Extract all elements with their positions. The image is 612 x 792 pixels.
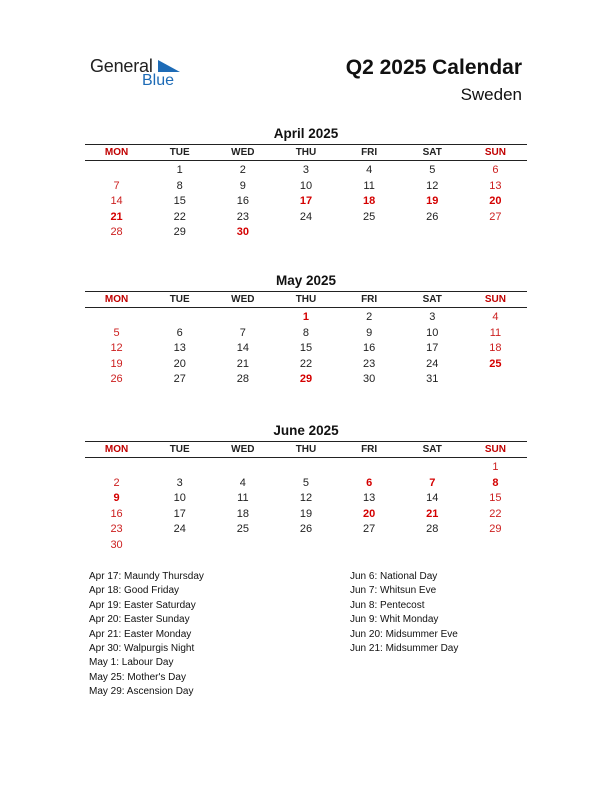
week-row xyxy=(85,476,527,492)
weekday-label: THU xyxy=(295,294,317,305)
day-cell: 31 xyxy=(426,373,439,386)
weekday-label: MON xyxy=(104,444,129,455)
weekday-label: SAT xyxy=(422,444,442,455)
week-rows xyxy=(85,460,527,554)
day-cell: 28 xyxy=(426,523,439,536)
empty-day-cell xyxy=(148,310,211,326)
holiday-list-right xyxy=(350,570,458,656)
week-row xyxy=(85,163,527,179)
day-cell: 7 xyxy=(113,179,120,192)
day-cell: 11 xyxy=(489,326,502,339)
day-cell: 3 xyxy=(176,476,183,489)
holiday-item: Apr 21: Easter Monday xyxy=(89,628,192,640)
weekday-label: WED xyxy=(231,444,255,455)
weekday-label: WED xyxy=(231,147,255,158)
day-cell: 10 xyxy=(173,492,186,505)
empty-day-cell xyxy=(85,310,148,326)
day-cell: 21 xyxy=(426,507,439,520)
day-cell: 2 xyxy=(239,164,246,176)
month-may xyxy=(85,272,527,388)
day-cell: 12 xyxy=(299,492,313,505)
day-cell: 18 xyxy=(363,195,376,208)
empty-day-cell xyxy=(274,538,337,554)
month-title: May 2025 xyxy=(275,273,337,288)
country-name: Sweden xyxy=(460,85,522,104)
week-row xyxy=(85,341,527,357)
day-cell: 20 xyxy=(173,357,186,370)
day-cell: 19 xyxy=(299,507,313,520)
page-title: Q2 2025 Calendar xyxy=(345,56,522,79)
day-cell: 6 xyxy=(366,476,373,489)
day-cell: 25 xyxy=(363,210,376,223)
day-cell: 5 xyxy=(429,164,436,176)
holiday-list-left xyxy=(89,570,204,700)
day-cell: 1 xyxy=(176,164,183,176)
day-cell: 17 xyxy=(299,195,313,208)
holiday-item: Apr 17: Maundy Thursday xyxy=(89,571,204,582)
empty-day-cell xyxy=(338,225,401,241)
holiday-item: Jun 8: Pentecost xyxy=(350,599,425,611)
week-row xyxy=(85,507,527,523)
day-cell: 6 xyxy=(492,164,499,176)
day-cell: 20 xyxy=(489,195,502,208)
weekday-label: TUE xyxy=(169,294,190,305)
month-april xyxy=(85,125,527,241)
week-row xyxy=(85,522,527,538)
holiday-item: Jun 20: Midsummer Eve xyxy=(350,628,458,640)
day-cell: 23 xyxy=(110,523,123,536)
day-cell: 10 xyxy=(426,326,439,339)
day-cell: 25 xyxy=(489,357,502,370)
day-cell: 27 xyxy=(173,373,186,386)
day-cell: 6 xyxy=(176,326,183,339)
day-cell: 9 xyxy=(366,326,373,339)
day-cell: 15 xyxy=(173,195,186,208)
day-cell: 13 xyxy=(173,342,186,355)
weekday-label: SAT xyxy=(422,294,442,305)
day-cell: 13 xyxy=(363,492,376,505)
day-cell: 16 xyxy=(363,342,376,355)
weekday-label: SUN xyxy=(484,294,506,305)
holiday-item: Apr 30: Walpurgis Night xyxy=(89,643,195,655)
week-row xyxy=(85,194,527,210)
day-cell: 15 xyxy=(299,342,313,355)
day-cell: 8 xyxy=(176,179,183,192)
day-cell: 22 xyxy=(173,210,186,223)
empty-day-cell xyxy=(274,460,337,476)
weekday-label: FRI xyxy=(361,444,378,455)
logo-flag-icon xyxy=(156,60,180,72)
day-cell: 7 xyxy=(429,476,436,489)
empty-day-cell xyxy=(85,163,148,179)
holiday-item: Jun 9: Whit Monday xyxy=(350,614,439,626)
day-cell: 30 xyxy=(236,226,249,239)
day-cell: 18 xyxy=(489,342,502,355)
week-row xyxy=(85,179,527,195)
week-row xyxy=(85,326,527,342)
holiday-item: Apr 18: Good Friday xyxy=(89,585,180,597)
day-cell: 5 xyxy=(302,476,310,489)
weekday-label: MON xyxy=(104,147,129,158)
day-cell: 27 xyxy=(489,210,502,223)
day-cell: 2 xyxy=(366,311,373,323)
day-cell: 4 xyxy=(492,311,499,323)
day-cell: 25 xyxy=(236,523,249,536)
day-cell: 19 xyxy=(110,357,123,370)
holiday-item: Jun 6: National Day xyxy=(350,571,438,582)
empty-day-cell xyxy=(401,538,464,554)
day-cell: 5 xyxy=(113,326,120,339)
empty-day-cell xyxy=(211,310,274,326)
day-cell: 15 xyxy=(489,492,502,505)
day-cell: 24 xyxy=(299,210,313,223)
weekday-label: THU xyxy=(295,444,317,455)
day-cell: 26 xyxy=(426,210,439,223)
holiday-item: Jun 21: Midsummer Day xyxy=(350,643,459,655)
empty-day-cell xyxy=(464,372,527,388)
day-cell: 26 xyxy=(299,523,313,536)
day-cell: 22 xyxy=(489,507,502,520)
day-cell: 17 xyxy=(173,507,186,520)
day-cell: 24 xyxy=(426,357,439,370)
weekday-header xyxy=(85,441,527,458)
weekday-header xyxy=(85,291,527,308)
month-june xyxy=(85,422,527,554)
empty-day-cell xyxy=(148,460,211,476)
weekday-label: FRI xyxy=(361,294,378,305)
holiday-item: May 25: Mother's Day xyxy=(89,671,186,683)
day-cell: 30 xyxy=(110,538,123,551)
logo-word-blue: Blue xyxy=(142,72,175,89)
holiday-item: Jun 7: Whitsun Eve xyxy=(350,585,437,597)
day-cell: 18 xyxy=(236,507,249,520)
day-cell: 3 xyxy=(429,311,436,323)
week-row xyxy=(85,210,527,226)
empty-day-cell xyxy=(211,460,274,476)
day-cell: 12 xyxy=(110,342,123,355)
empty-day-cell xyxy=(464,538,527,554)
week-rows xyxy=(85,163,527,241)
day-cell: 21 xyxy=(236,357,249,370)
day-cell: 19 xyxy=(426,195,439,208)
weekday-label: SAT xyxy=(422,147,442,158)
empty-day-cell xyxy=(464,225,527,241)
day-cell: 29 xyxy=(489,523,502,536)
empty-day-cell xyxy=(338,538,401,554)
empty-day-cell xyxy=(211,538,274,554)
day-cell: 28 xyxy=(236,373,249,386)
weekday-label: TUE xyxy=(169,147,190,158)
day-cell: 11 xyxy=(237,492,249,505)
day-cell: 16 xyxy=(236,195,249,208)
day-cell: 8 xyxy=(492,476,499,489)
holiday-item: Apr 20: Easter Sunday xyxy=(89,614,190,626)
day-cell: 9 xyxy=(113,492,120,505)
weekday-label: WED xyxy=(231,294,255,305)
day-cell: 12 xyxy=(426,179,439,192)
weekday-label: TUE xyxy=(169,444,190,455)
day-cell: 10 xyxy=(299,179,313,192)
empty-day-cell xyxy=(274,225,337,241)
weekday-label: FRI xyxy=(361,147,378,158)
holiday-item: May 1: Labour Day xyxy=(89,657,174,669)
day-cell: 24 xyxy=(173,523,186,536)
day-cell: 23 xyxy=(236,210,249,223)
day-cell: 21 xyxy=(110,210,123,223)
weekday-label: MON xyxy=(104,294,129,305)
empty-day-cell xyxy=(148,538,211,554)
empty-day-cell xyxy=(401,460,464,476)
day-cell: 16 xyxy=(110,507,123,520)
week-row xyxy=(85,460,527,476)
week-row xyxy=(85,310,527,326)
day-cell: 8 xyxy=(302,326,310,339)
weekday-label: THU xyxy=(295,147,317,158)
day-cell: 29 xyxy=(299,373,313,386)
month-title: June 2025 xyxy=(273,423,339,438)
day-cell: 9 xyxy=(239,179,246,192)
empty-day-cell xyxy=(85,460,148,476)
day-cell: 11 xyxy=(363,179,375,192)
week-row xyxy=(85,357,527,373)
day-cell: 4 xyxy=(239,476,246,489)
empty-day-cell xyxy=(401,225,464,241)
week-rows xyxy=(85,310,527,388)
day-cell: 28 xyxy=(110,226,123,239)
weekday-label: SUN xyxy=(484,444,506,455)
week-row xyxy=(85,372,527,388)
week-row xyxy=(85,538,527,554)
holiday-item: Apr 19: Easter Saturday xyxy=(89,599,196,611)
day-cell: 29 xyxy=(173,226,186,239)
day-cell: 1 xyxy=(492,461,499,473)
day-cell: 14 xyxy=(110,195,123,208)
day-cell: 2 xyxy=(113,476,120,489)
day-cell: 14 xyxy=(236,342,249,355)
day-cell: 4 xyxy=(366,164,373,176)
day-cell: 22 xyxy=(299,357,313,370)
day-cell: 17 xyxy=(426,342,439,355)
weekday-header xyxy=(85,144,527,161)
day-cell: 26 xyxy=(110,373,123,386)
day-cell: 13 xyxy=(489,179,502,192)
weekday-label: SUN xyxy=(484,147,506,158)
day-cell: 7 xyxy=(239,326,246,339)
day-cell: 23 xyxy=(363,357,376,370)
week-row xyxy=(85,225,527,241)
day-cell: 27 xyxy=(363,523,376,536)
day-cell: 1 xyxy=(302,311,310,323)
logo-word-general: General xyxy=(90,56,153,76)
day-cell: 14 xyxy=(426,492,439,505)
day-cell: 30 xyxy=(363,373,376,386)
day-cell: 20 xyxy=(363,507,376,520)
holiday-item: May 29: Ascension Day xyxy=(89,686,194,698)
week-row xyxy=(85,491,527,507)
day-cell: 3 xyxy=(302,164,310,176)
empty-day-cell xyxy=(338,460,401,476)
month-title: April 2025 xyxy=(273,126,339,141)
